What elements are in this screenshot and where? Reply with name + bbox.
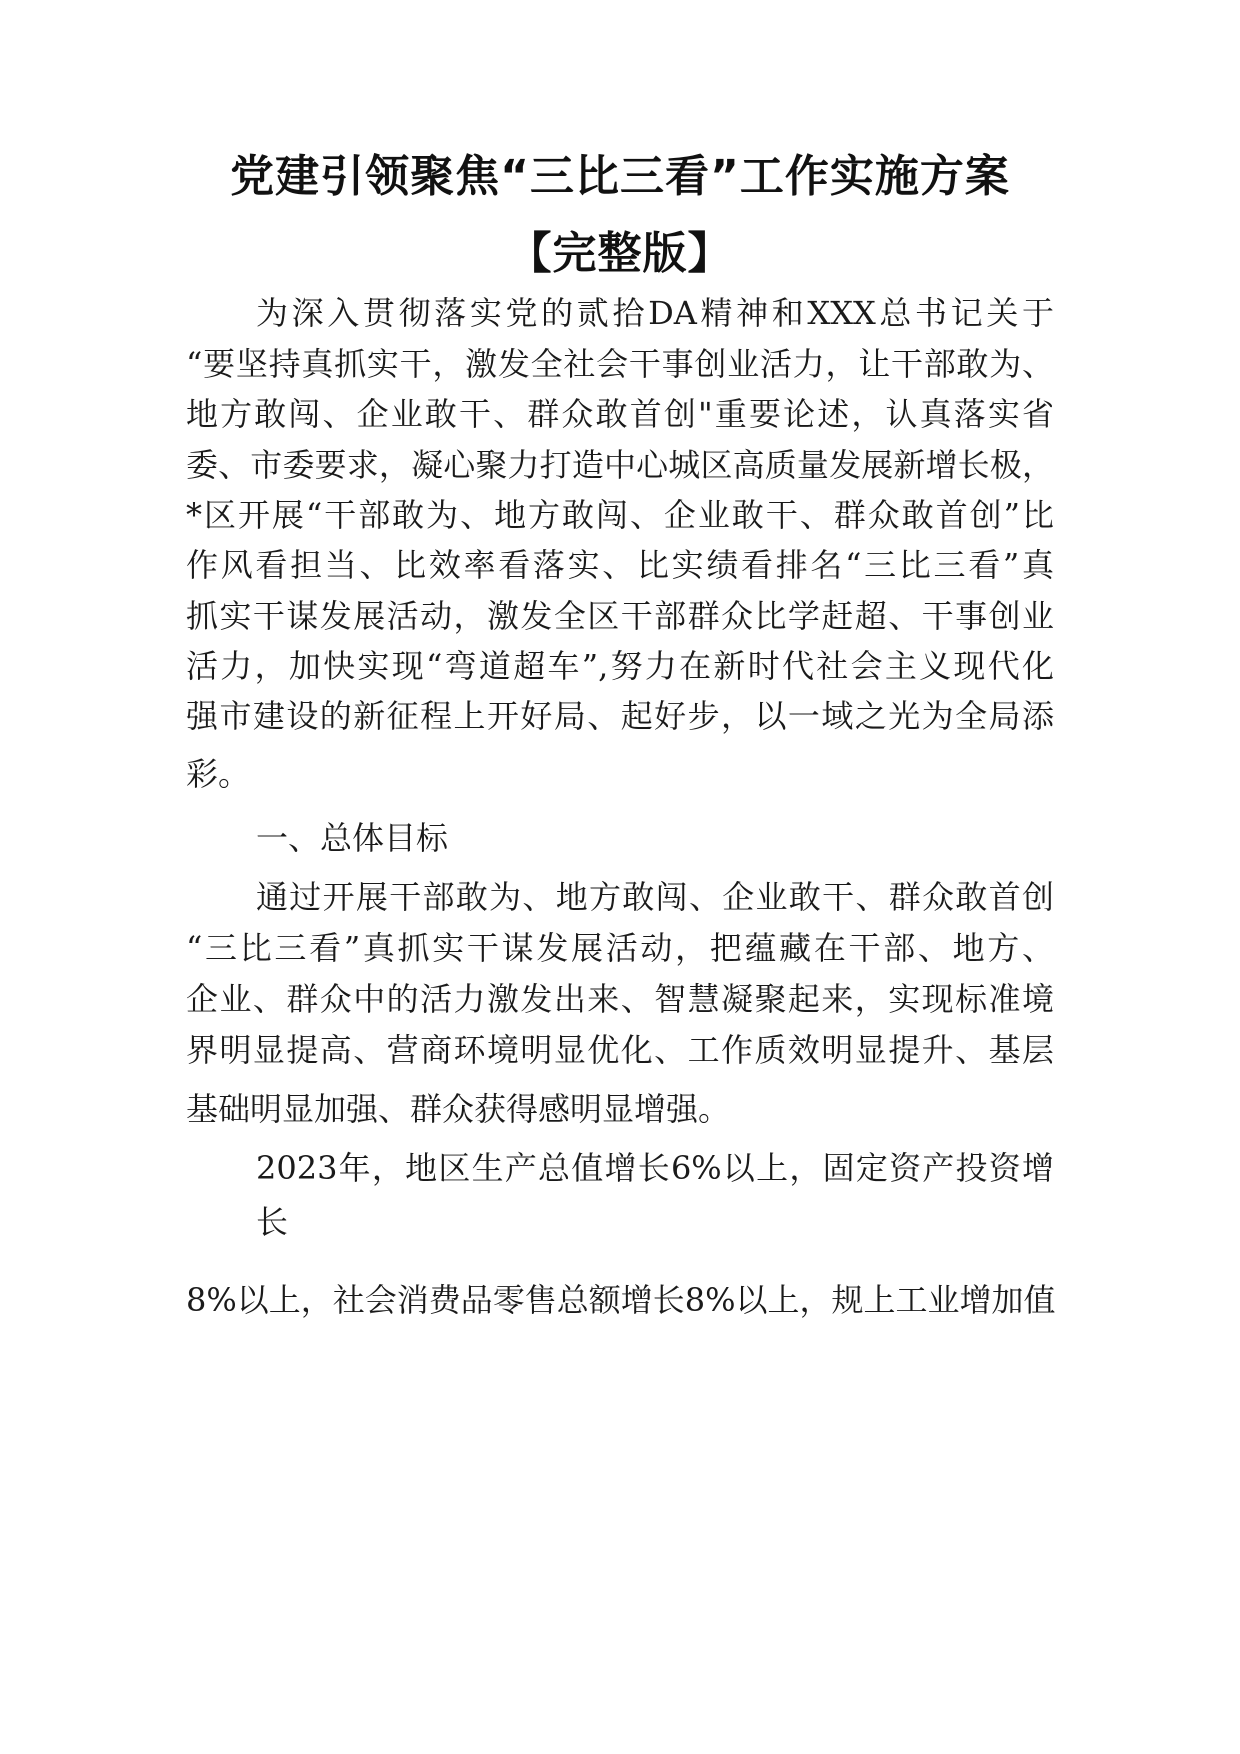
body-line: 界明显提高、营商环境明显优化、工作质效明显提升、基层 xyxy=(186,1031,1054,1069)
body-line: “要坚持真抓实干，激发全社会干事创业活力，让干部敢为、 xyxy=(186,345,1054,383)
body-line: *区开展“干部敢为、地方敢闯、企业敢干、群众敢首创”比 xyxy=(186,496,1054,534)
body-line: 企业、群众中的活力激发出来、智慧凝聚起来，实现标准境 xyxy=(186,980,1054,1018)
body-line: 基础明显加强、群众获得感明显增强。 xyxy=(186,1090,731,1128)
body-line: 抓实干谋发展活动，激发全区干部群众比学赶超、干事创业 xyxy=(186,597,1054,635)
body-line: 活力，加快实现“弯道超车”,努力在新时代社会主义现代化 xyxy=(186,647,1054,685)
body-line: 彩。 xyxy=(186,755,251,793)
body-line: 通过开展干部敢为、地方敢闯、企业敢干、群众敢首创 xyxy=(256,878,1054,916)
body-line: “三比三看”真抓实干谋发展活动，把蕴藏在干部、地方、 xyxy=(186,929,1054,967)
document-title: 党建引领聚焦“三比三看”工作实施方案 xyxy=(230,151,1010,202)
body-line: 地方敢闯、企业敢干、群众敢首创"重要论述，认真落实省 xyxy=(186,395,1054,433)
body-line: 长 xyxy=(256,1203,289,1241)
body-line: 2023年，地区生产总值增长6%以上，固定资产投资增 xyxy=(256,1149,1054,1187)
section-heading: 一、总体目标 xyxy=(256,819,449,857)
body-line: 作风看担当、比效率看落实、比实绩看排名“三比三看”真 xyxy=(186,546,1054,584)
body-line: 为深入贯彻落实党的贰拾DA精神和XXX总书记关于 xyxy=(256,294,1054,332)
body-line: 委、市委要求，凝心聚力打造中心城区高质量发展新增长极， xyxy=(186,446,1054,484)
document-title-edition: 【完整版】 xyxy=(507,228,733,279)
body-line: 8%以上，社会消费品零售总额增长8%以上，规上工业增加值 xyxy=(186,1281,1056,1319)
body-line: 强市建设的新征程上开好局、起好步，以一域之光为全局添 xyxy=(186,697,1054,735)
